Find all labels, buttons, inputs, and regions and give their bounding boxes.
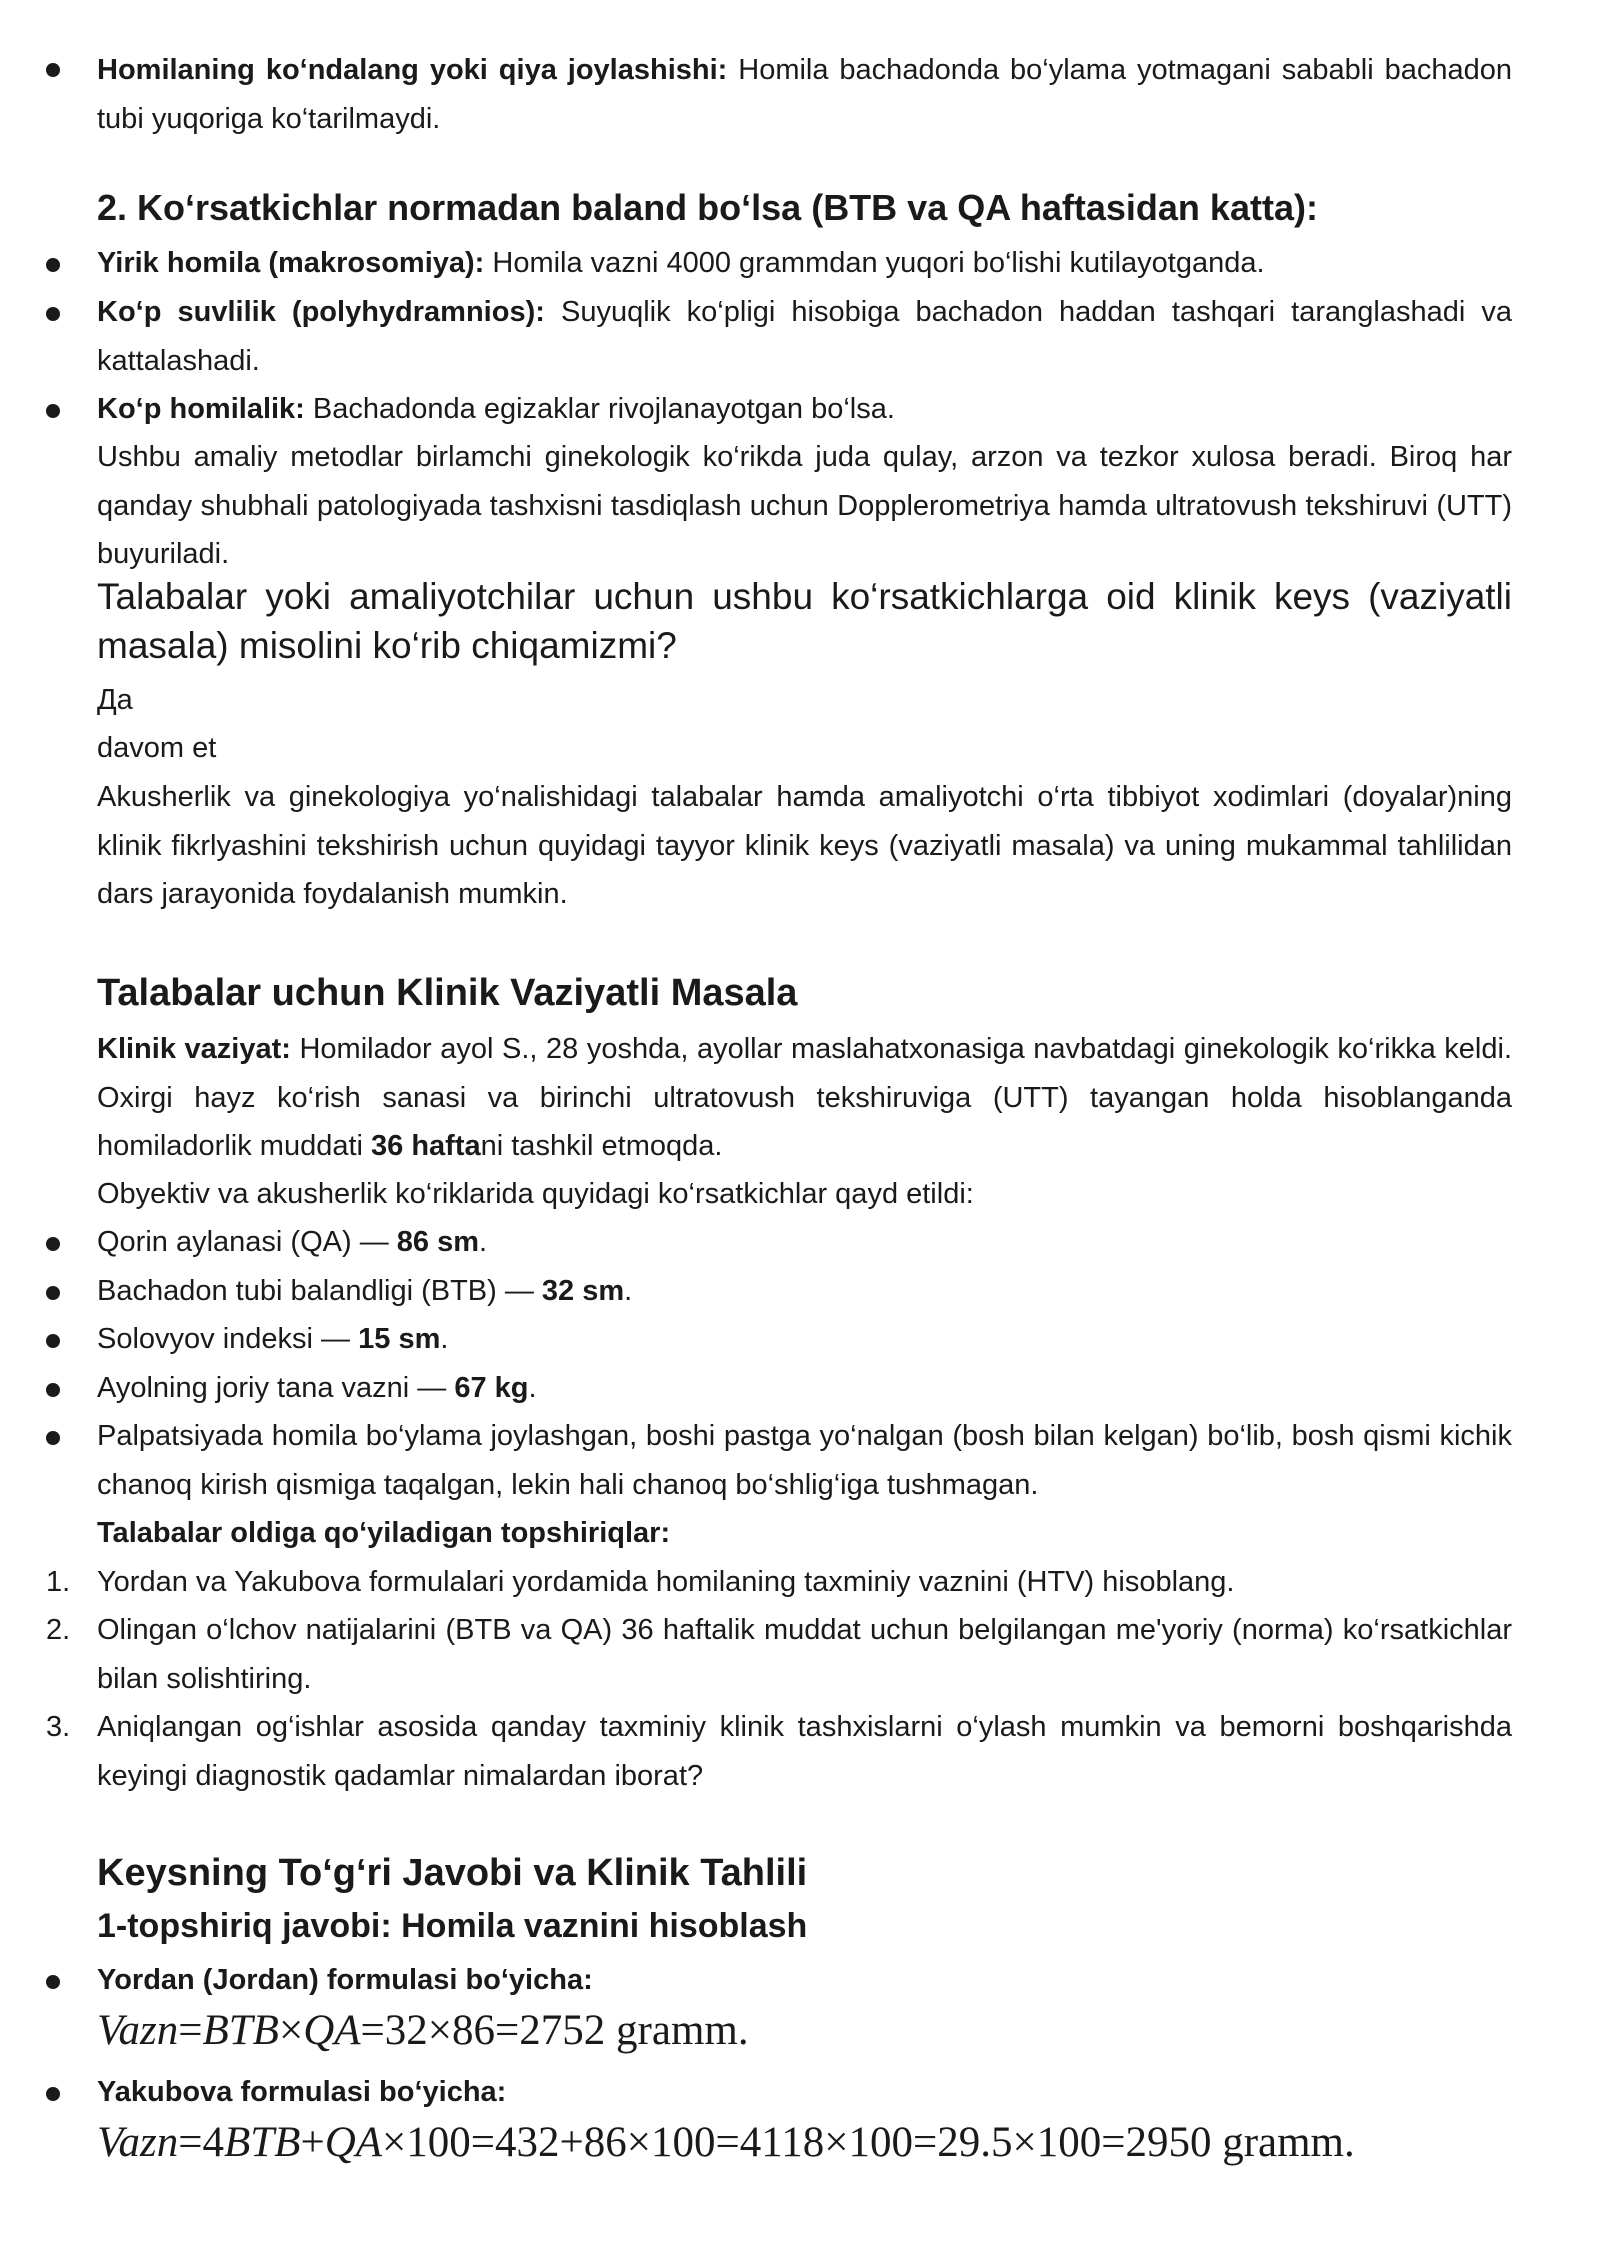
bullet-icon <box>46 1334 60 1348</box>
bullet-icon <box>46 2087 60 2101</box>
task-text: Olingan o‘lchov natijalarini (BTB va QA) 36 haftalik muddat uchun belgilangan me'yoriy (norma) ko‘rsatkichlar bilan solishtiring. <box>97 1614 1512 1695</box>
objective-line: Obyektiv va akusherlik ko‘riklarida quyidagi ko‘rsatkichlar qayd etildi: <box>97 1178 974 1210</box>
measurement-item <box>97 1267 1512 1316</box>
item-text: Homila vazni 4000 grammdan yuqori bo‘lishi kutilayotganda. <box>484 247 1265 279</box>
formula-term: QA <box>303 2007 361 2054</box>
formula-lhs: Vazn <box>97 2007 179 2054</box>
formula-term: BTB <box>202 2007 279 2054</box>
measurement-label: Qorin aylanasi (QA) — <box>97 1226 397 1258</box>
formula-lhs: Vazn <box>97 2119 179 2166</box>
term-weeks: 36 hafta <box>371 1130 481 1162</box>
bullet-icon <box>46 258 60 272</box>
item-text: Bachadonda egizaklar rivojlanayotgan bo‘lsa. <box>304 393 895 425</box>
bullet-icon <box>46 1431 60 1445</box>
formula-label: Yordan (Jordan) formulasi bo‘yicha: <box>97 1964 593 1996</box>
measurement-value: 32 sm <box>541 1275 625 1307</box>
list-item <box>97 46 1512 143</box>
measurement-end: . <box>440 1323 449 1355</box>
situation-label: Klinik vaziyat: <box>97 1033 291 1065</box>
measurement-value: 67 kg <box>454 1372 529 1404</box>
measurement-end: . <box>479 1226 488 1258</box>
measurement-label: Ayolning joriy tana vazni — <box>97 1372 455 1404</box>
tasks-heading: Talabalar oldiga qo‘yiladigan topshiriqlar: <box>97 1517 671 1549</box>
palpation-item: Palpatsiyada homila bo‘ylama joylashgan, boshi pastga yo‘nalgan (bosh bilan kelgan) bo‘lib, bosh qismi kichik chanoq kirish qismiga taqalgan, lekin hali chanoq bo‘shlig‘iga tushmagan. <box>97 1420 1512 1501</box>
list-item <box>97 385 1512 434</box>
measurement-value: 86 sm <box>396 1226 479 1258</box>
measurement-value: 15 sm <box>358 1323 441 1355</box>
item-text: Suyuqlik ko‘pligi hisobiga bachadon haddan tashqari taranglashadi va kattalashadi. <box>97 296 1512 377</box>
formula-label: Yakubova formulasi bo‘yicha: <box>97 2076 507 2108</box>
measurement-end: . <box>624 1275 633 1307</box>
formula-rest: =32×86=2752 gramm. <box>360 2007 749 2054</box>
jordan-formula <box>97 2003 749 2059</box>
item-term: Homilaning ko‘ndalang yoki qiya joylashishi: <box>97 54 728 86</box>
formula-op: × <box>278 2007 304 2054</box>
measurement-item <box>97 1218 1512 1267</box>
task-text: Aniqlangan og‘ishlar asosida qanday taxminiy klinik tashxislarni o‘ylash mumkin va bemorni boshqarishda keyingi diagnostik qadamlar nimalardan iborat? <box>97 1711 1512 1792</box>
formula-term: QA <box>324 2119 383 2166</box>
formula-eq: =4 <box>178 2119 224 2166</box>
section-heading: 2. Ko‘rsatkichlar normadan baland bo‘lsa (BTB va QA haftasidan katta): <box>97 187 1318 228</box>
intro-paragraph: Akusherlik va ginekologiya yo‘nalishidagi talabalar hamda amaliyotchi o‘rta tibbiyot xodimlari (doyalar)ning klinik fikrlyashini tekshirish uchun quyidagi tayyor klinik keys (vaziyatli masala) va uning mukammal tahlilidan dars jarayonida foydalanish mumkin. <box>97 781 1512 910</box>
measurement-end: . <box>528 1372 537 1404</box>
reply-text: davom et <box>97 732 217 764</box>
bullet-icon <box>46 1237 60 1251</box>
case-title: Talabalar uchun Klinik Vaziyatli Masala <box>97 972 798 1014</box>
item-term: Ko‘p homilalik: <box>97 393 305 425</box>
situation-text: Homilador ayol S., 28 yoshda, ayollar maslahatxonasiga navbatdagi ginekologik ko‘rikka keldi. Oxirgi hayz ko‘rish sanasi va birinchi ultratovush tekshiruviga (UTT) tayangan holda hisoblanganda homiladorlik muddati <box>97 1033 1513 1162</box>
list-item <box>97 288 1512 385</box>
bullet-icon <box>46 1286 60 1300</box>
question-text: Talabalar yoki amaliyotchilar uchun ushbu ko‘rsatkichlarga oid klinik keys (vaziyatli masala) misolini ko‘rib chiqamizmi? <box>97 576 1512 666</box>
task-text: Yordan va Yakubova formulalari yordamida homilaning taxminiy vaznini (HTV) hisoblang. <box>97 1566 1235 1598</box>
task-number: 3. <box>46 1711 71 1743</box>
item-text: Homila bachadonda bo‘ylama yotmagani sababli bachadon tubi yuqoriga ko‘tarilmaydi. <box>97 54 1512 135</box>
item-term: Ko‘p suvlilik (polyhydramnios): <box>97 296 545 328</box>
measurement-label: Solovyov indeksi — <box>97 1323 359 1355</box>
answer-subtitle: 1-topshiriq javobi: Homila vaznini hisoblash <box>97 1907 808 1945</box>
list-item <box>97 239 1512 288</box>
paragraph: Ushbu amaliy metodlar birlamchi ginekologik ko‘rikda juda qulay, arzon va tezkor xulosa beradi. Biroq har qanday shubhali patologiyada tashxisni tasdiqlash uchun Dopplerometriya hamda ultratovush tekshiruvi (UTT) buyuriladi. <box>97 441 1512 570</box>
bullet-icon <box>46 1383 60 1397</box>
bullet-icon <box>46 404 60 418</box>
situation-text-end: ni tashkil etmoqda. <box>480 1130 723 1162</box>
bullet-icon <box>46 63 60 77</box>
measurement-label: Bachadon tubi balandligi (BTB) — <box>97 1275 542 1307</box>
bullet-icon <box>46 307 60 321</box>
item-term: Yirik homila (makrosomiya): <box>97 247 485 279</box>
formula-op: + <box>300 2119 325 2166</box>
task-number: 1. <box>46 1566 71 1598</box>
measurement-item <box>97 1315 1512 1364</box>
yakubova-formula <box>97 2115 1355 2171</box>
situation-paragraph <box>97 1025 1512 1171</box>
reply-text: Да <box>97 684 133 716</box>
measurement-item <box>97 1364 1512 1413</box>
task-number: 2. <box>46 1614 71 1646</box>
formula-eq: = <box>178 2007 203 2054</box>
formula-rest: ×100=432+86×100=4118×100=29.5×100=2950 gramm. <box>382 2119 1355 2166</box>
answer-title: Keysning To‘g‘ri Javobi va Klinik Tahlili <box>97 1852 808 1894</box>
bullet-icon <box>46 1975 60 1989</box>
formula-term: BTB <box>224 2119 301 2166</box>
